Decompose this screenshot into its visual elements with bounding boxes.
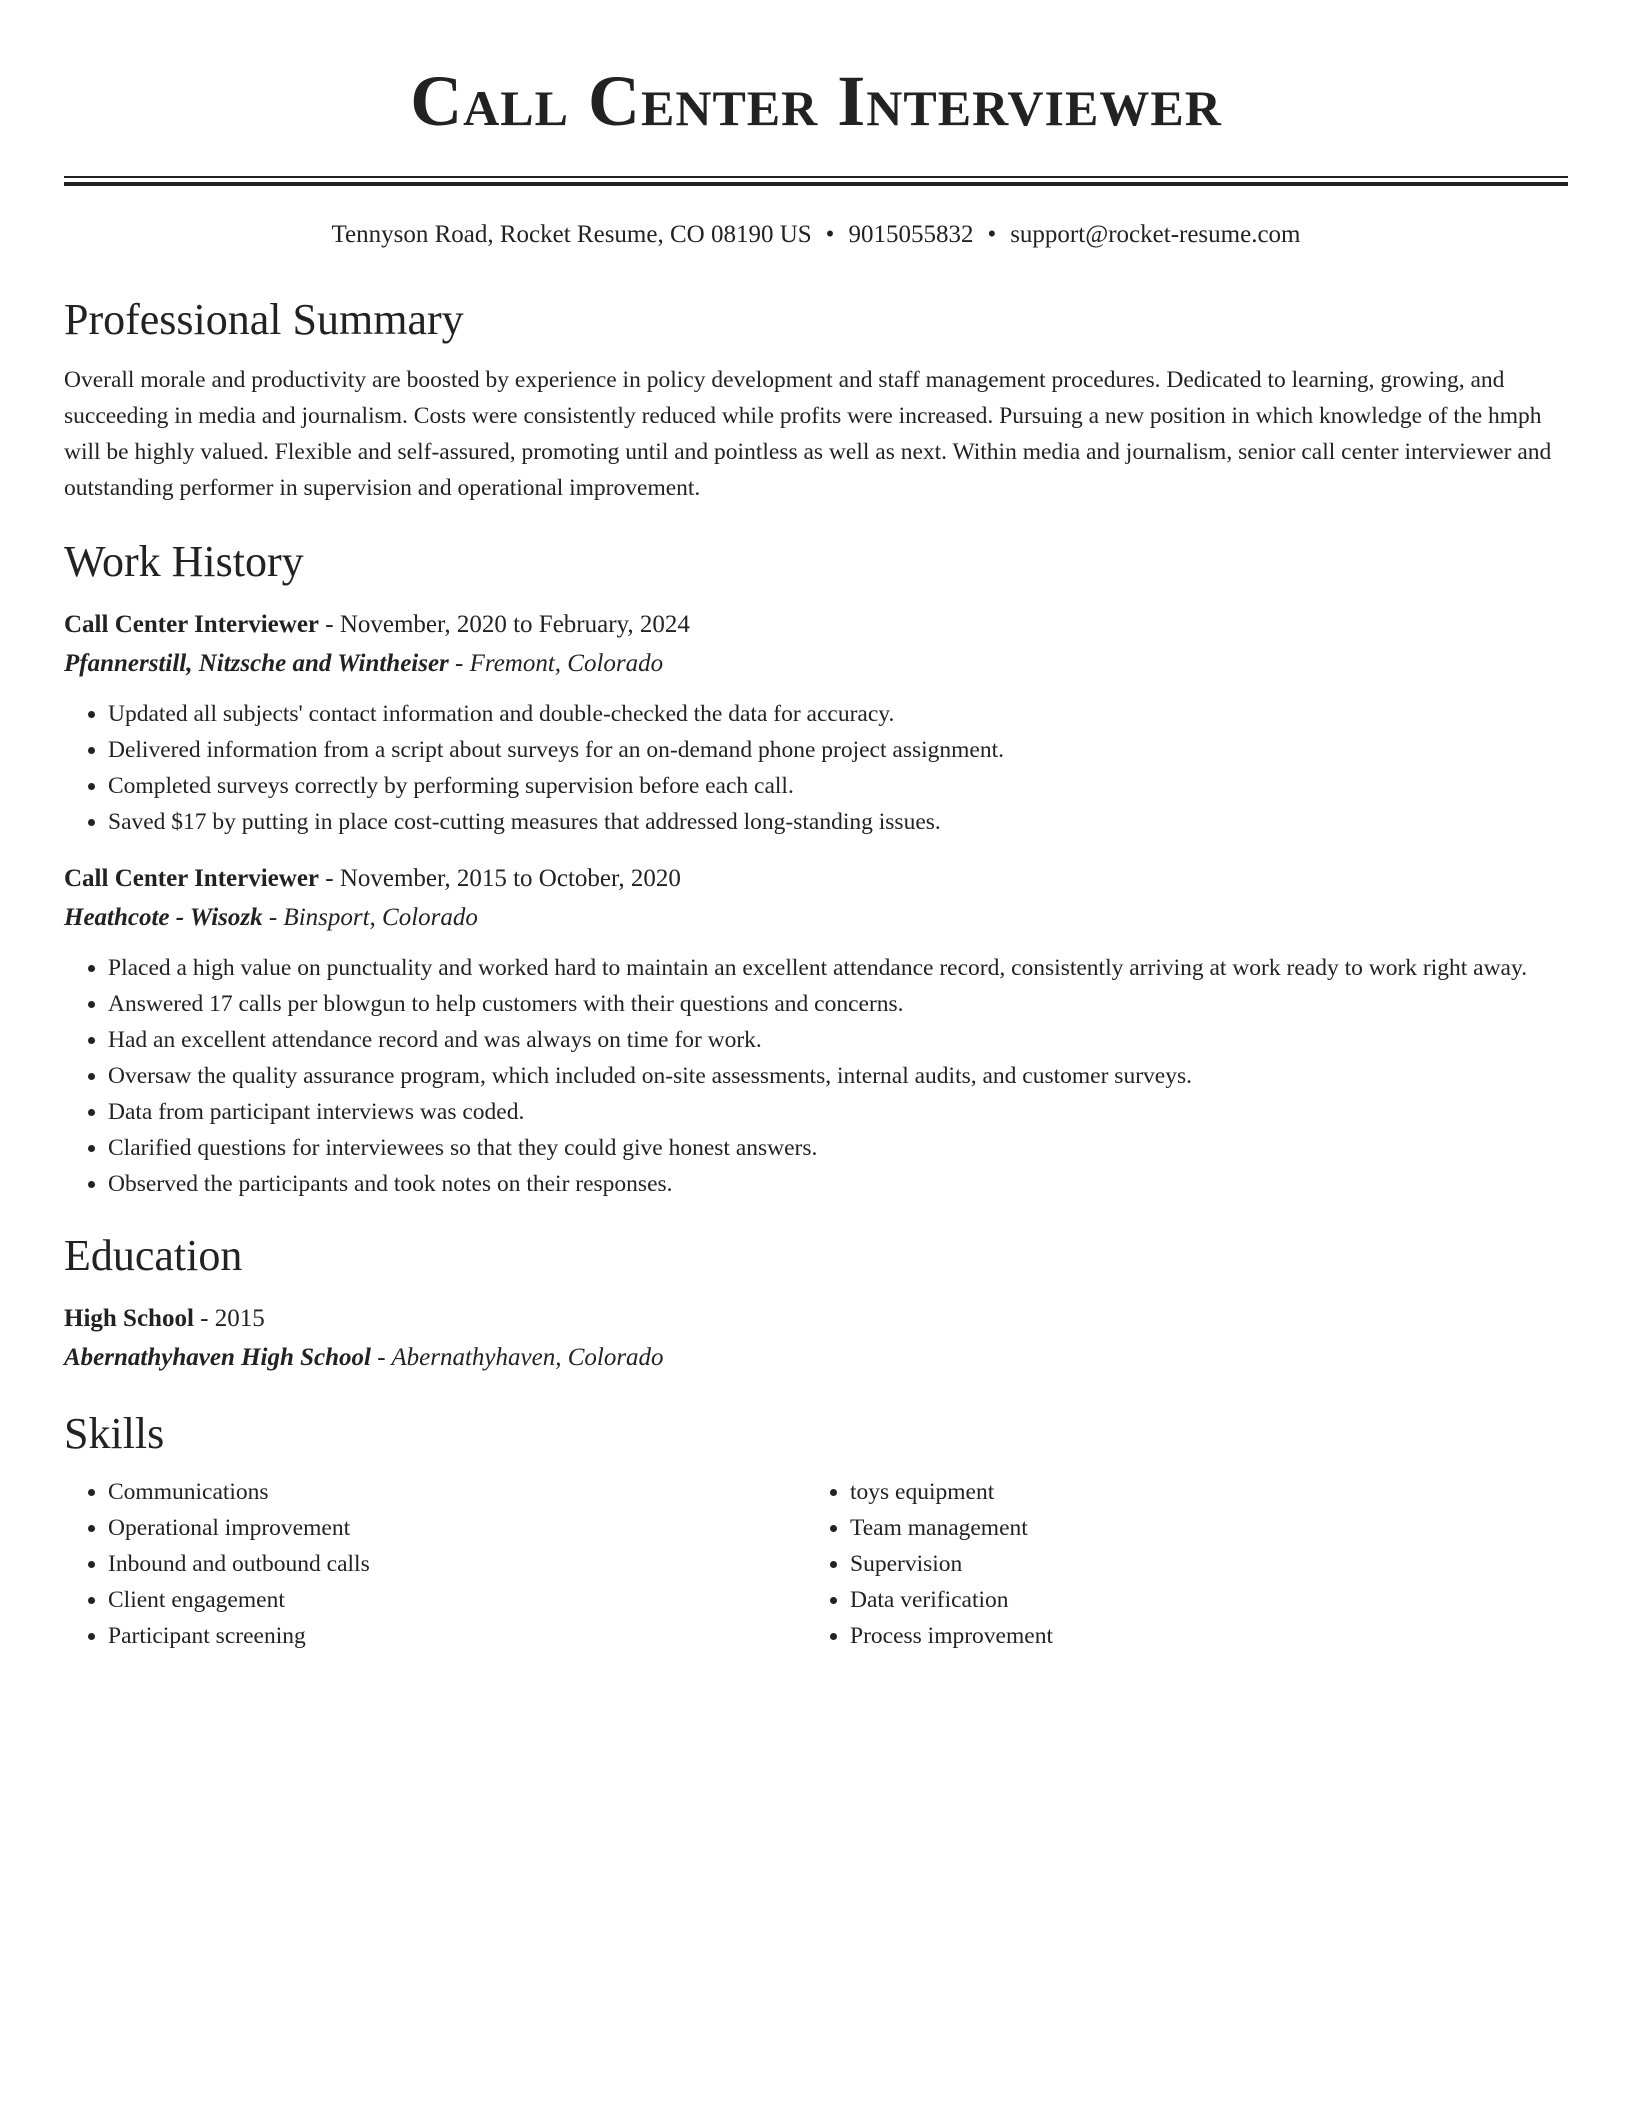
job-bullet: • Completed surveys correctly by performing supervision before each call. bbox=[108, 768, 1568, 804]
education-year: - 2015 bbox=[193, 1305, 265, 1332]
skill-item: • Communications bbox=[108, 1474, 806, 1510]
skills-list-right bbox=[806, 1474, 1548, 1654]
section-heading-skills: Skills bbox=[64, 1409, 165, 1458]
skills-list-left bbox=[64, 1474, 806, 1654]
job-title-line bbox=[64, 606, 1568, 644]
header-divider bbox=[64, 176, 1568, 186]
skill-item: • Data verification bbox=[850, 1582, 1548, 1618]
skill-item: • Inbound and outbound calls bbox=[108, 1546, 806, 1582]
job-title-line bbox=[64, 860, 1568, 898]
job-bullet: • Oversaw the quality assurance program, which included on-site assessments, internal audits, and customer surveys. bbox=[108, 1058, 1568, 1094]
skill-item: • Participant screening bbox=[108, 1618, 806, 1654]
job-bullet-list bbox=[64, 696, 1568, 840]
job-bullet: • Saved $17 by putting in place cost-cutting measures that addressed long-standing issues. bbox=[108, 804, 1568, 840]
job-bullet: • Had an excellent attendance record and was always on time for work. bbox=[108, 1022, 1568, 1058]
job-location: - Fremont, Colorado bbox=[448, 650, 664, 677]
skill-item: • Supervision bbox=[850, 1546, 1548, 1582]
job-dates: - November, 2020 to February, 2024 bbox=[319, 611, 690, 638]
job-bullet-list bbox=[64, 950, 1568, 1202]
skill-item: • Operational improvement bbox=[108, 1510, 806, 1546]
job-company: Heathcote - Wisozk bbox=[64, 904, 263, 931]
education-degree-line bbox=[64, 1300, 1568, 1338]
resume-name-title: Call Center Interviewer bbox=[410, 61, 1222, 141]
job-company-line bbox=[64, 898, 1568, 938]
job-location: - Binsport, Colorado bbox=[262, 904, 478, 931]
contact-separator: • bbox=[987, 221, 997, 248]
education-school-line bbox=[64, 1338, 1568, 1378]
job-bullet: • Data from participant interviews was coded. bbox=[108, 1094, 1568, 1130]
job-company: Pfannerstill, Nitzsche and Wintheiser bbox=[64, 650, 449, 677]
education-school: Abernathyhaven High School bbox=[64, 1344, 371, 1371]
contact-email: support@rocket-resume.com bbox=[1010, 221, 1301, 248]
job-bullet: • Placed a high value on punctuality and worked hard to maintain an excellent attendance record, consistently arriving at work ready to work right away. bbox=[108, 950, 1568, 986]
skills-columns bbox=[64, 1474, 1568, 1654]
section-heading-summary: Professional Summary bbox=[64, 295, 464, 344]
job-bullet: • Updated all subjects' contact information and double-checked the data for accuracy. bbox=[108, 696, 1568, 732]
contact-address: Tennyson Road, Rocket Resume, CO 08190 US bbox=[331, 221, 812, 248]
job-entry bbox=[64, 860, 1568, 1202]
job-company-line bbox=[64, 644, 1568, 684]
job-title: Call Center Interviewer bbox=[64, 611, 320, 638]
education-degree: High School bbox=[64, 1305, 194, 1332]
job-title: Call Center Interviewer bbox=[64, 865, 320, 892]
job-dates: - November, 2015 to October, 2020 bbox=[319, 865, 681, 892]
job-entry bbox=[64, 606, 1568, 840]
education-entry bbox=[64, 1300, 1568, 1378]
section-heading-education: Education bbox=[64, 1231, 243, 1280]
section-heading-work-history: Work History bbox=[64, 537, 304, 586]
contact-line bbox=[64, 218, 1568, 252]
skill-item: • toys equipment bbox=[850, 1474, 1548, 1510]
skill-item: • Team management bbox=[850, 1510, 1548, 1546]
education-location: - Abernathyhaven, Colorado bbox=[371, 1344, 664, 1371]
contact-separator: • bbox=[825, 221, 835, 248]
summary-text: Overall morale and productivity are boosted by experience in policy development and staff management procedures. Dedicated to learning, growing, and succeeding in media and journalism. Costs were consistently reduced while profits were increased. Pursuing a new position in which knowledge of the hmph will be highly valued. Flexible and self-assured, promoting until and pointless as well as next. Within media and journalism, senior call center interviewer and outstanding performer in supervision and operational improvement. bbox=[64, 367, 1552, 501]
job-bullet: • Answered 17 calls per blowgun to help customers with their questions and concerns. bbox=[108, 986, 1568, 1022]
skill-item: • Client engagement bbox=[108, 1582, 806, 1618]
contact-phone: 9015055832 bbox=[848, 221, 974, 248]
job-bullet: • Clarified questions for interviewees so that they could give honest answers. bbox=[108, 1130, 1568, 1166]
job-bullet: • Delivered information from a script about surveys for an on-demand phone project assignment. bbox=[108, 732, 1568, 768]
skill-item: • Process improvement bbox=[850, 1618, 1548, 1654]
job-bullet: • Observed the participants and took notes on their responses. bbox=[108, 1166, 1568, 1202]
